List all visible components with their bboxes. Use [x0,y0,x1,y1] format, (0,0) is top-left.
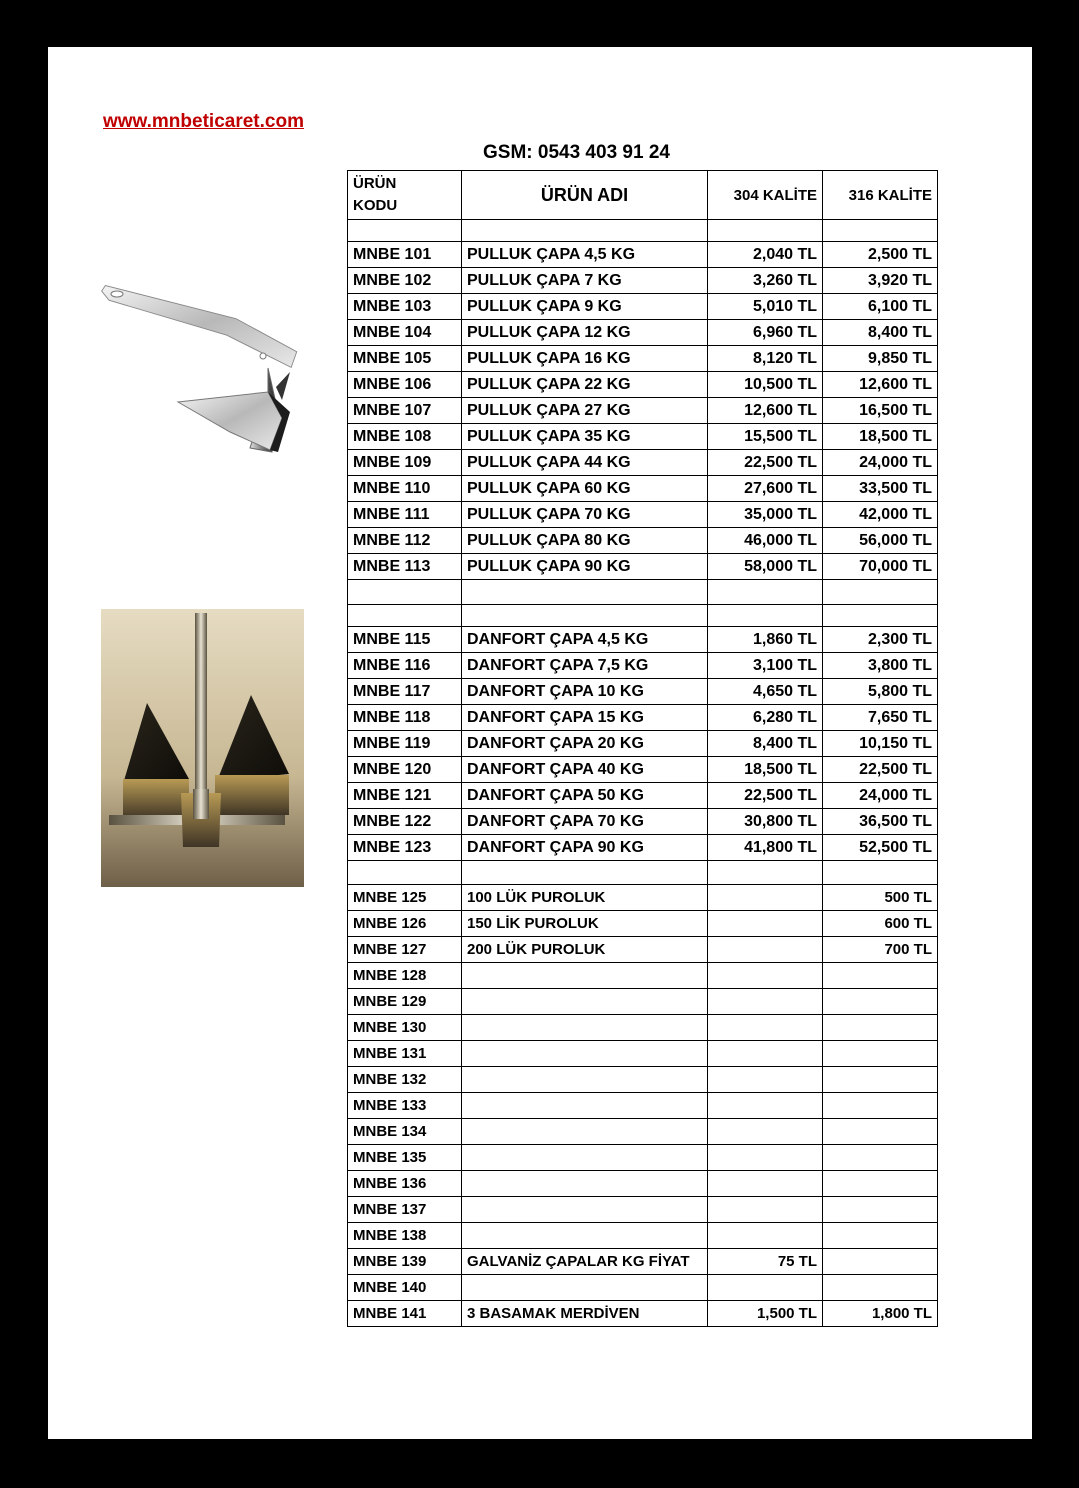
price-316 [823,963,938,989]
price-316: 70,000 TL [823,554,938,580]
table-row [348,911,938,937]
table-row [348,398,938,424]
table-row [348,320,938,346]
price-304 [708,1223,823,1249]
product-name [462,1119,708,1145]
product-code: MNBE 106 [348,372,462,398]
price-316 [823,1249,938,1275]
table-row [348,528,938,554]
product-code: MNBE 136 [348,1171,462,1197]
price-316: 2,500 TL [823,242,938,268]
product-name: PULLUK ÇAPA 22 KG [462,372,708,398]
price-304: 22,500 TL [708,783,823,809]
price-316: 52,500 TL [823,835,938,861]
product-name [462,963,708,989]
price-304 [708,1067,823,1093]
price-304: 6,280 TL [708,705,823,731]
empty-cell [823,580,938,605]
price-316 [823,1067,938,1093]
table-row [348,1249,938,1275]
product-name [462,1197,708,1223]
table-row [348,809,938,835]
price-304: 22,500 TL [708,450,823,476]
price-316: 24,000 TL [823,450,938,476]
price-304 [708,1197,823,1223]
empty-cell [462,220,708,242]
product-name: DANFORT ÇAPA 10 KG [462,679,708,705]
spacer-row [348,220,938,242]
spacer-row [348,580,938,605]
product-name: 100 LÜK PUROLUK [462,885,708,911]
table-row [348,554,938,580]
empty-cell [462,861,708,885]
price-316: 9,850 TL [823,346,938,372]
product-code: MNBE 137 [348,1197,462,1223]
price-316: 5,800 TL [823,679,938,705]
website-link[interactable]: www.mnbeticaret.com [103,111,304,132]
table-row [348,731,938,757]
price-316: 1,800 TL [823,1301,938,1327]
product-code: MNBE 140 [348,1275,462,1301]
empty-cell [708,580,823,605]
price-304 [708,1041,823,1067]
product-code: MNBE 135 [348,1145,462,1171]
table-row [348,1067,938,1093]
product-code: MNBE 121 [348,783,462,809]
product-name: DANFORT ÇAPA 50 KG [462,783,708,809]
empty-cell [348,861,462,885]
price-304: 41,800 TL [708,835,823,861]
product-code: MNBE 111 [348,502,462,528]
price-316 [823,1119,938,1145]
table-row [348,757,938,783]
price-304: 35,000 TL [708,502,823,528]
table-row [348,627,938,653]
table-row [348,1223,938,1249]
product-code: MNBE 113 [348,554,462,580]
product-name: PULLUK ÇAPA 7 KG [462,268,708,294]
product-code: MNBE 108 [348,424,462,450]
price-304 [708,1093,823,1119]
price-316: 600 TL [823,911,938,937]
price-304 [708,1145,823,1171]
product-code: MNBE 120 [348,757,462,783]
product-code: MNBE 125 [348,885,462,911]
product-name [462,1093,708,1119]
product-name: PULLUK ÇAPA 90 KG [462,554,708,580]
price-304: 18,500 TL [708,757,823,783]
product-name: DANFORT ÇAPA 15 KG [462,705,708,731]
product-name: 200 LÜK PUROLUK [462,937,708,963]
price-316 [823,1223,938,1249]
price-316: 8,400 TL [823,320,938,346]
price-316: 16,500 TL [823,398,938,424]
price-304: 46,000 TL [708,528,823,554]
product-code: MNBE 103 [348,294,462,320]
table-row [348,705,938,731]
product-code: MNBE 107 [348,398,462,424]
product-code: MNBE 133 [348,1093,462,1119]
product-name: DANFORT ÇAPA 40 KG [462,757,708,783]
empty-cell [348,605,462,627]
product-code: MNBE 112 [348,528,462,554]
price-304 [708,1119,823,1145]
product-name: PULLUK ÇAPA 60 KG [462,476,708,502]
table-row [348,1093,938,1119]
price-316: 3,800 TL [823,653,938,679]
table-row [348,450,938,476]
price-304 [708,1015,823,1041]
table-row [348,294,938,320]
product-code: MNBE 130 [348,1015,462,1041]
product-name: DANFORT ÇAPA 20 KG [462,731,708,757]
price-316: 22,500 TL [823,757,938,783]
product-code: MNBE 102 [348,268,462,294]
column-header-name: ÜRÜN ADI [462,171,708,220]
product-code: MNBE 134 [348,1119,462,1145]
price-316: 700 TL [823,937,938,963]
product-code: MNBE 118 [348,705,462,731]
product-name [462,1223,708,1249]
column-header-316: 316 KALİTE [823,171,938,220]
price-304 [708,911,823,937]
product-code: MNBE 132 [348,1067,462,1093]
product-code: MNBE 119 [348,731,462,757]
price-316: 10,150 TL [823,731,938,757]
table-row [348,1041,938,1067]
column-header-code [348,171,462,220]
price-list-sheet [48,47,1032,1439]
table-row [348,885,938,911]
price-316 [823,1275,938,1301]
price-304 [708,1171,823,1197]
product-name [462,1275,708,1301]
price-316: 18,500 TL [823,424,938,450]
price-316 [823,1171,938,1197]
product-code: MNBE 105 [348,346,462,372]
empty-cell [823,605,938,627]
product-code: MNBE 139 [348,1249,462,1275]
table-row [348,937,938,963]
product-name: PULLUK ÇAPA 70 KG [462,502,708,528]
spacer-row [348,861,938,885]
price-304: 4,650 TL [708,679,823,705]
table-row [348,783,938,809]
table-header-row [348,171,938,220]
product-name: PULLUK ÇAPA 4,5 KG [462,242,708,268]
price-304 [708,937,823,963]
price-316 [823,1041,938,1067]
product-name: PULLUK ÇAPA 80 KG [462,528,708,554]
plough-anchor-image [100,272,300,472]
price-316: 24,000 TL [823,783,938,809]
product-code: MNBE 116 [348,653,462,679]
price-304: 3,100 TL [708,653,823,679]
price-316: 36,500 TL [823,809,938,835]
price-316: 56,000 TL [823,528,938,554]
product-name: PULLUK ÇAPA 44 KG [462,450,708,476]
price-304 [708,1275,823,1301]
table-row [348,989,938,1015]
table-row [348,476,938,502]
price-316: 12,600 TL [823,372,938,398]
product-name: DANFORT ÇAPA 4,5 KG [462,627,708,653]
product-code: MNBE 104 [348,320,462,346]
table-row [348,1145,938,1171]
table-row [348,502,938,528]
table-row [348,963,938,989]
empty-cell [462,580,708,605]
table-row [348,424,938,450]
price-table-body [348,220,938,1327]
price-316: 2,300 TL [823,627,938,653]
price-304: 30,800 TL [708,809,823,835]
product-name: PULLUK ÇAPA 27 KG [462,398,708,424]
product-name [462,1067,708,1093]
price-304: 27,600 TL [708,476,823,502]
price-304: 3,260 TL [708,268,823,294]
product-name: PULLUK ÇAPA 12 KG [462,320,708,346]
product-code: MNBE 117 [348,679,462,705]
product-code: MNBE 141 [348,1301,462,1327]
product-name: PULLUK ÇAPA 16 KG [462,346,708,372]
price-304: 12,600 TL [708,398,823,424]
table-row [348,242,938,268]
table-row [348,1197,938,1223]
empty-cell [708,861,823,885]
price-316 [823,1197,938,1223]
price-304: 1,860 TL [708,627,823,653]
danforth-anchor-image [101,609,304,887]
price-304 [708,885,823,911]
product-code: MNBE 131 [348,1041,462,1067]
price-304: 10,500 TL [708,372,823,398]
price-304: 75 TL [708,1249,823,1275]
column-header-304: 304 KALİTE [708,171,823,220]
product-name: 150 LİK PUROLUK [462,911,708,937]
code-header-line2: KODU [353,197,398,214]
empty-cell [348,220,462,242]
price-304: 8,400 TL [708,731,823,757]
product-code: MNBE 123 [348,835,462,861]
table-row [348,1015,938,1041]
product-name: DANFORT ÇAPA 7,5 KG [462,653,708,679]
price-304: 8,120 TL [708,346,823,372]
product-name [462,1171,708,1197]
price-304: 1,500 TL [708,1301,823,1327]
price-table [347,170,938,1327]
table-row [348,835,938,861]
product-name: GALVANİZ ÇAPALAR KG FİYAT [462,1249,708,1275]
product-code: MNBE 126 [348,911,462,937]
price-316: 42,000 TL [823,502,938,528]
table-row [348,346,938,372]
product-code: MNBE 115 [348,627,462,653]
product-name [462,1041,708,1067]
product-name: DANFORT ÇAPA 90 KG [462,835,708,861]
price-304 [708,989,823,1015]
empty-cell [823,220,938,242]
product-name [462,1015,708,1041]
product-name [462,989,708,1015]
product-code: MNBE 109 [348,450,462,476]
table-row [348,679,938,705]
product-name: 3 BASAMAK MERDİVEN [462,1301,708,1327]
product-name: PULLUK ÇAPA 9 KG [462,294,708,320]
price-316: 3,920 TL [823,268,938,294]
spacer-row [348,605,938,627]
price-316: 7,650 TL [823,705,938,731]
product-code: MNBE 110 [348,476,462,502]
price-316 [823,1093,938,1119]
price-316: 33,500 TL [823,476,938,502]
product-name [462,1145,708,1171]
gsm-number: GSM: 0543 403 91 24 [483,142,670,163]
price-316 [823,1015,938,1041]
empty-cell [348,580,462,605]
empty-cell [823,861,938,885]
product-code: MNBE 129 [348,989,462,1015]
price-304: 6,960 TL [708,320,823,346]
price-304: 5,010 TL [708,294,823,320]
product-code: MNBE 101 [348,242,462,268]
table-row [348,1119,938,1145]
price-316: 6,100 TL [823,294,938,320]
price-316 [823,1145,938,1171]
product-name: DANFORT ÇAPA 70 KG [462,809,708,835]
product-code: MNBE 122 [348,809,462,835]
product-code: MNBE 128 [348,963,462,989]
table-row [348,268,938,294]
table-row [348,1275,938,1301]
price-316: 500 TL [823,885,938,911]
empty-cell [462,605,708,627]
table-row [348,1171,938,1197]
product-code: MNBE 127 [348,937,462,963]
product-name: PULLUK ÇAPA 35 KG [462,424,708,450]
table-row [348,1301,938,1327]
empty-cell [708,220,823,242]
price-304 [708,963,823,989]
price-304: 58,000 TL [708,554,823,580]
empty-cell [708,605,823,627]
table-row [348,372,938,398]
code-header-line1: ÜRÜN [353,175,397,192]
price-304: 2,040 TL [708,242,823,268]
table-row [348,653,938,679]
product-code: MNBE 138 [348,1223,462,1249]
price-316 [823,989,938,1015]
price-304: 15,500 TL [708,424,823,450]
